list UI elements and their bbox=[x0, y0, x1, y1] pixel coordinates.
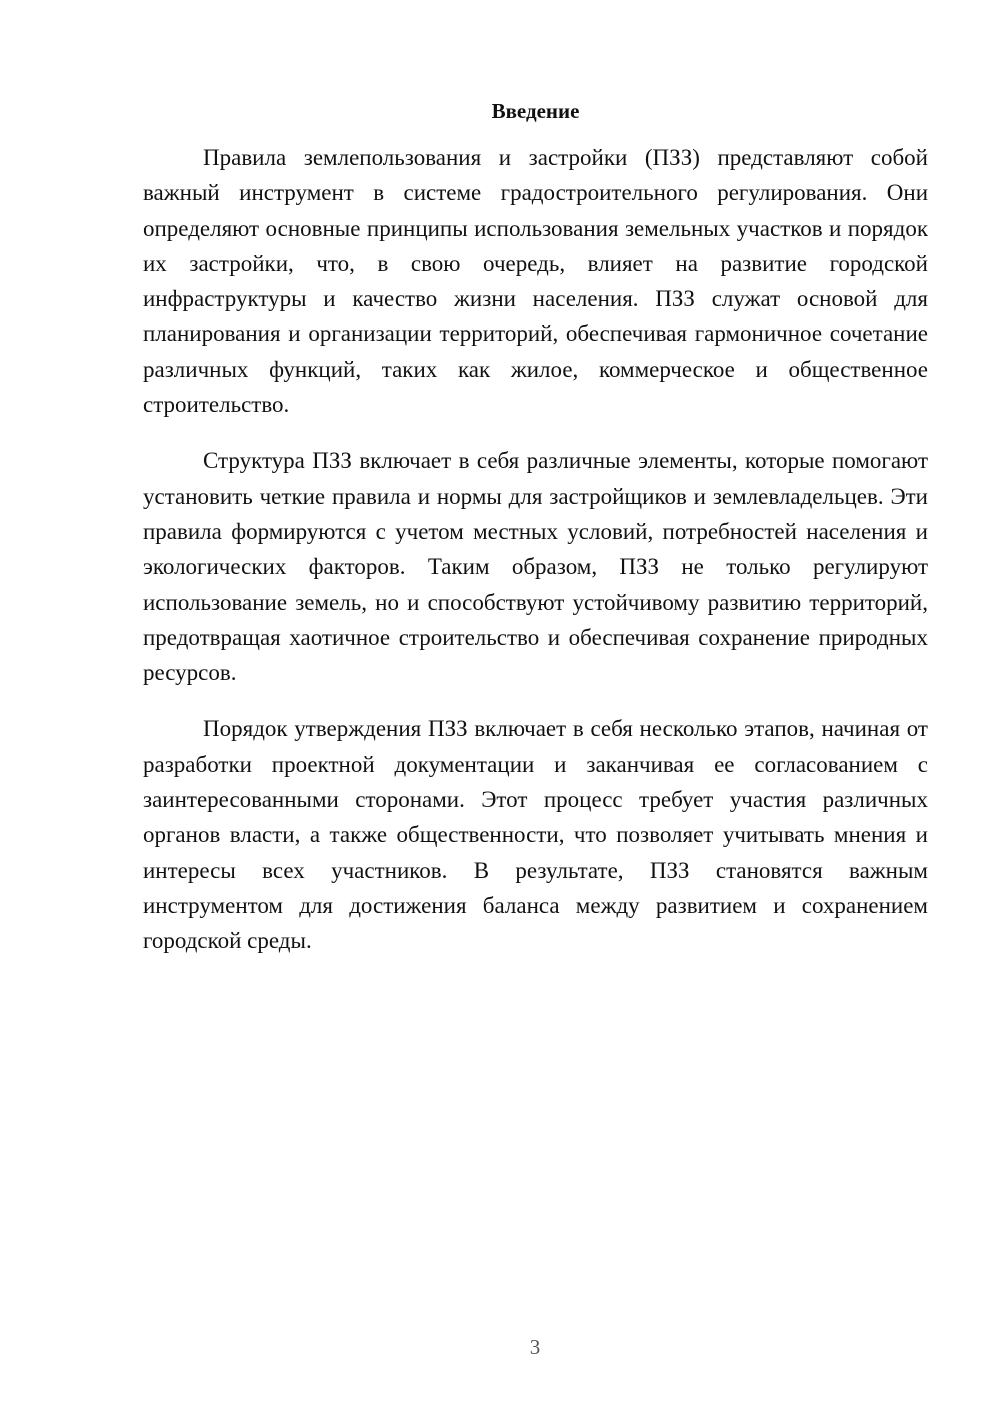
page-content bbox=[143, 96, 928, 980]
page-number: 3 bbox=[529, 1335, 541, 1359]
paragraph-2: Структура ПЗЗ включает в себя различные элементы, которые помогают установить четкие правила и нормы для застройщиков и землевладельцев. Эти правила формируются с учетом местных условий, потребностей населения и экологических факторов. Таким образом, ПЗЗ не только регулируют использование земель, но и способствуют устойчивому развитию территорий, предотвращая хаотичное строительство и обеспечивая сохранение природных ресурсов. bbox=[143, 448, 928, 686]
page-title: Введение bbox=[491, 99, 580, 123]
paragraph-1: Правила землепользования и застройки (ПЗЗ) представляют собой важный инструмент в системе градостроительного регулирования. Они определяют основные принципы использования земельных участков и порядок их застройки, что, в свою очередь, влияет на развитие городской инфраструктуры и качество жизни населения. ПЗЗ служат основой для планирования и организации территорий, обеспечивая гармоничное сочетание различных функций, таких как жилое, коммерческое и общественное строительство. bbox=[143, 145, 928, 418]
paragraph-3: Порядок утверждения ПЗЗ включает в себя несколько этапов, начиная от разработки проектной документации и заканчивая ее согласованием с заинтересованными сторонами. Этот процесс требует участия различных органов власти, а также общественности, что позволяет учитывать мнения и интересы всех участников. В результате, ПЗЗ становятся важным инструментом для достижения баланса между развитием и сохранением городской среды. bbox=[143, 716, 928, 954]
